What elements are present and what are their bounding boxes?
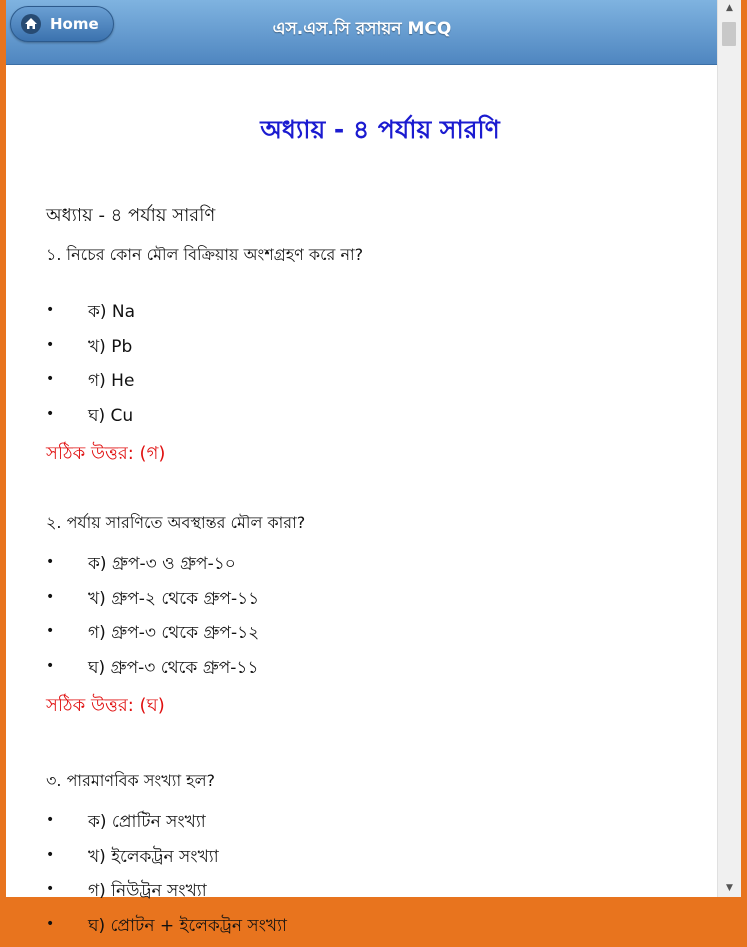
option-item[interactable] bbox=[46, 334, 696, 369]
option-list bbox=[46, 551, 696, 689]
option-item[interactable] bbox=[46, 299, 696, 334]
scroll-down-arrow-icon[interactable]: ▼ bbox=[718, 880, 741, 897]
option-list bbox=[46, 299, 696, 437]
option-text: খ) গ্রুপ-২ থেকে গ্রুপ-১১ bbox=[88, 586, 259, 614]
header-bar bbox=[6, 0, 718, 65]
question-text: ৩. পারমাণবিক সংখ্যা হল? bbox=[46, 768, 696, 795]
option-text: ঘ) প্রোটন + ইলেকট্রন সংখ্যা bbox=[88, 913, 287, 941]
app-title: এস.এস.সি রসায়ন MCQ bbox=[6, 0, 718, 58]
bullet: • bbox=[46, 658, 54, 674]
question-text: ১. নিচের কোন মৌল বিক্রিয়ায় অংশগ্রহণ করে না? bbox=[46, 242, 696, 269]
bullet: • bbox=[46, 847, 54, 863]
bullet: • bbox=[46, 302, 54, 318]
option-item[interactable] bbox=[46, 809, 696, 844]
bullet: • bbox=[46, 916, 54, 932]
option-item[interactable] bbox=[46, 620, 696, 655]
option-text: ক) Na bbox=[88, 299, 135, 327]
bullet: • bbox=[46, 881, 54, 897]
option-text: খ) Pb bbox=[88, 334, 132, 362]
bullet: • bbox=[46, 406, 54, 422]
option-text: ঘ) গ্রুপ-৩ থেকে গ্রুপ-১১ bbox=[88, 655, 259, 683]
option-text: খ) ইলেকট্রন সংখ্যা bbox=[88, 844, 219, 872]
option-text: গ) He bbox=[88, 368, 134, 396]
bullet: • bbox=[46, 589, 54, 605]
bullet: • bbox=[46, 371, 54, 387]
main-content bbox=[46, 110, 696, 947]
option-text: গ) নিউট্রন সংখ্যা bbox=[88, 878, 207, 906]
page-title: অধ্যায় - ৪ পর্যায় সারণি bbox=[46, 110, 696, 153]
answer-text: সঠিক উত্তর: (ঘ) bbox=[46, 691, 696, 722]
bullet: • bbox=[46, 554, 54, 570]
option-item[interactable] bbox=[46, 844, 696, 879]
option-item[interactable] bbox=[46, 368, 696, 403]
option-item[interactable] bbox=[46, 586, 696, 621]
option-text: গ) গ্রুপ-৩ থেকে গ্রুপ-১২ bbox=[88, 620, 259, 648]
question-block bbox=[46, 242, 696, 470]
answer-text: সঠিক উত্তর: (গ) bbox=[46, 439, 696, 470]
bullet: • bbox=[46, 623, 54, 639]
app-frame bbox=[6, 0, 741, 897]
bullet: • bbox=[46, 812, 54, 828]
option-item[interactable] bbox=[46, 551, 696, 586]
chapter-heading: অধ্যায় - ৪ পর্যায় সারণি bbox=[46, 201, 696, 232]
option-item[interactable] bbox=[46, 655, 696, 690]
option-list bbox=[46, 809, 696, 947]
scroll-up-arrow-icon[interactable]: ▲ bbox=[718, 0, 741, 17]
option-item[interactable] bbox=[46, 403, 696, 438]
option-item[interactable] bbox=[46, 913, 696, 947]
option-text: ঘ) Cu bbox=[88, 403, 133, 431]
home-icon bbox=[21, 14, 41, 34]
vertical-scrollbar[interactable] bbox=[717, 0, 741, 897]
home-label: Home bbox=[50, 15, 99, 33]
home-button[interactable] bbox=[10, 6, 114, 42]
option-text: ক) গ্রুপ-৩ ও গ্রুপ-১০ bbox=[88, 551, 236, 579]
question-block bbox=[46, 510, 696, 722]
question-text: ২. পর্যায় সারণিতে অবস্থান্তর মৌল কারা? bbox=[46, 510, 696, 537]
option-text: ক) প্রোটিন সংখ্যা bbox=[88, 809, 206, 837]
scroll-thumb[interactable] bbox=[722, 22, 736, 46]
question-block bbox=[46, 768, 696, 947]
option-item[interactable] bbox=[46, 878, 696, 913]
bullet: • bbox=[46, 337, 54, 353]
